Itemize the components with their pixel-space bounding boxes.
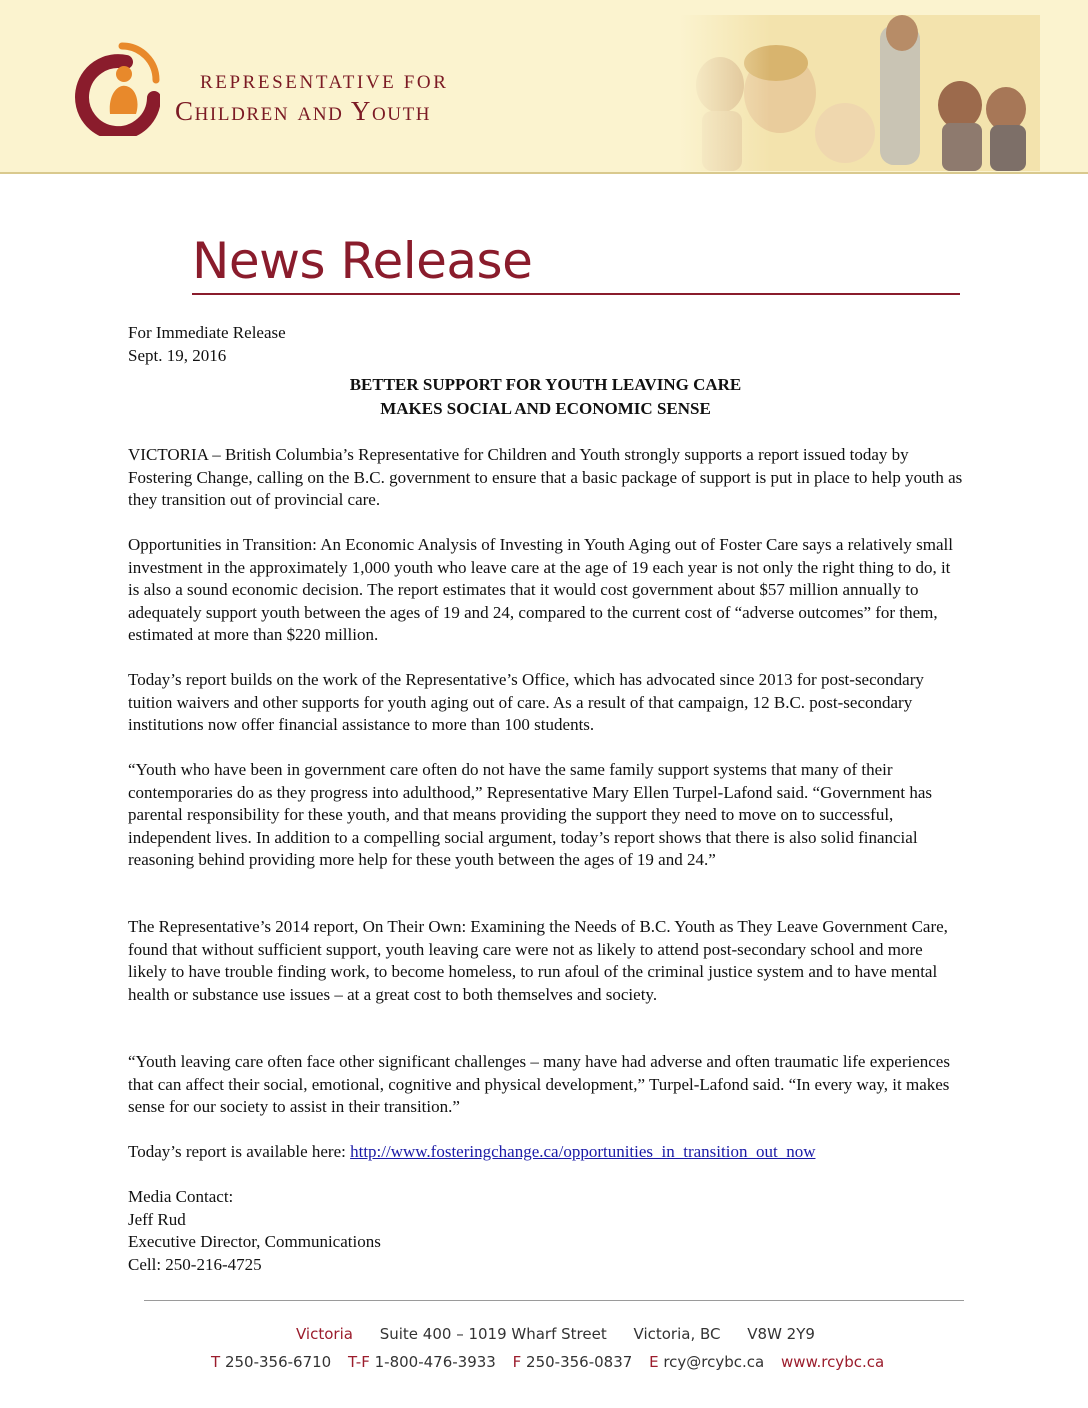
footer-address	[296, 1325, 815, 1343]
footer-phone: 250-356-6710	[224, 1353, 332, 1371]
footer-email[interactable]: rcy@rcybc.ca	[663, 1353, 765, 1371]
report-availability	[128, 1141, 815, 1164]
footer-contacts	[211, 1353, 884, 1371]
footer-email-label: E	[649, 1353, 659, 1371]
footer-fax-label: F	[512, 1353, 522, 1371]
rcy-logo	[64, 40, 160, 136]
release-line: For Immediate Release	[128, 323, 286, 342]
contact-name: Jeff Rud	[128, 1210, 186, 1229]
headline-line2: MAKES SOCIAL AND ECONOMIC SENSE	[380, 398, 711, 418]
news-release-title: News Release	[192, 232, 533, 290]
contact-heading: Media Contact:	[128, 1187, 234, 1206]
footer-fax: 250-356-0837	[526, 1353, 633, 1371]
paragraph-4: “Youth who have been in government care often do not have the same family support systems that many of their contemporaries do as they progress into adulthood,” Representative Mary Ellen Turpel-Lafond said. “Government has parental responsibility for these youth, and that means providing the support they need to move on to successful, independent lives. In addition to a compelling social argument, today’s report shows that there is also solid financial reasoning behind providing more help for these youth between the ages of 19 and 24.”	[128, 760, 932, 869]
paragraph-6: “Youth leaving care often face other significant challenges – many have had adverse and often traumatic life experiences that can affect their social, emotional, cognitive and physical development,” Turpel-Lafond said. “In every way, it makes sense for our society to assist in their transition.”	[128, 1052, 950, 1116]
footer-postal: V8W 2Y9	[747, 1325, 815, 1343]
footer-divider	[144, 1300, 964, 1301]
report-link[interactable]: http://www.fosteringchange.ca/opportunities_in_transition_out_now	[350, 1142, 816, 1161]
release-date: Sept. 19, 2016	[128, 346, 227, 365]
paragraph-5: The Representative’s 2014 report, On Their Own: Examining the Needs of B.C. Youth as They Leave Government Care, found that without sufficient support, youth leaving care were not as likely to attend post-secondary school and more likely to have trouble finding work, to become homeless, to run afoul of the criminal justice system and to have mental health or substance use issues – at a great cost to both themselves and society.	[128, 917, 948, 1004]
org-name-line2: Children and Youth	[175, 96, 432, 126]
contact-cell: Cell: 250-216-4725	[128, 1255, 262, 1274]
footer-website[interactable]: www.rcybc.ca	[781, 1353, 885, 1371]
paragraph-1: VICTORIA – British Columbia’s Representative for Children and Youth strongly supports a report issued today by Fostering Change, calling on the B.C. government to ensure that a basic package of support is put in place to help youth as they transition out of provincial care.	[128, 445, 963, 509]
footer-city-prov: Victoria, BC	[633, 1325, 721, 1343]
footer-street: Suite 400 – 1019 Wharf Street	[379, 1325, 607, 1343]
report-prefix: Today’s report is available here:	[128, 1142, 351, 1161]
footer-phone-label: T	[211, 1353, 221, 1371]
contact-title: Executive Director, Communications	[128, 1232, 381, 1251]
paragraph-2: Opportunities in Transition: An Economic Analysis of Investing in Youth Aging out of Foster Care says a relatively small investment in the approximately 1,000 youth who leave care at the age of 19 each year is not only the right thing to do, it is also a sound economic decision. The report estimates that it would cost government about $57 million annually to adequately support youth between the ages of 19 and 24, compared to the current cost of “adverse outcomes” for them, estimated at more than $220 million.	[128, 535, 953, 644]
footer-tollfree: 1-800-476-3933	[374, 1353, 496, 1371]
footer-tollfree-label: T-F	[348, 1353, 370, 1371]
children-photo-collage	[680, 15, 1040, 171]
headline-line1: BETTER SUPPORT FOR YOUTH LEAVING CARE	[349, 375, 742, 394]
title-divider	[192, 293, 960, 295]
headline	[128, 373, 963, 420]
footer-city-label: Victoria	[296, 1325, 353, 1343]
paragraph-3: Today’s report builds on the work of the Representative’s Office, which has advocated since 2013 for post-secondary tuition waivers and other supports for youth aging out of care. As a result of that campaign, 12 B.C. post-secondary institutions now offer financial assistance to more than 100 students.	[128, 670, 924, 734]
org-name-line1: REPRESENTATIVE FOR	[200, 72, 449, 93]
